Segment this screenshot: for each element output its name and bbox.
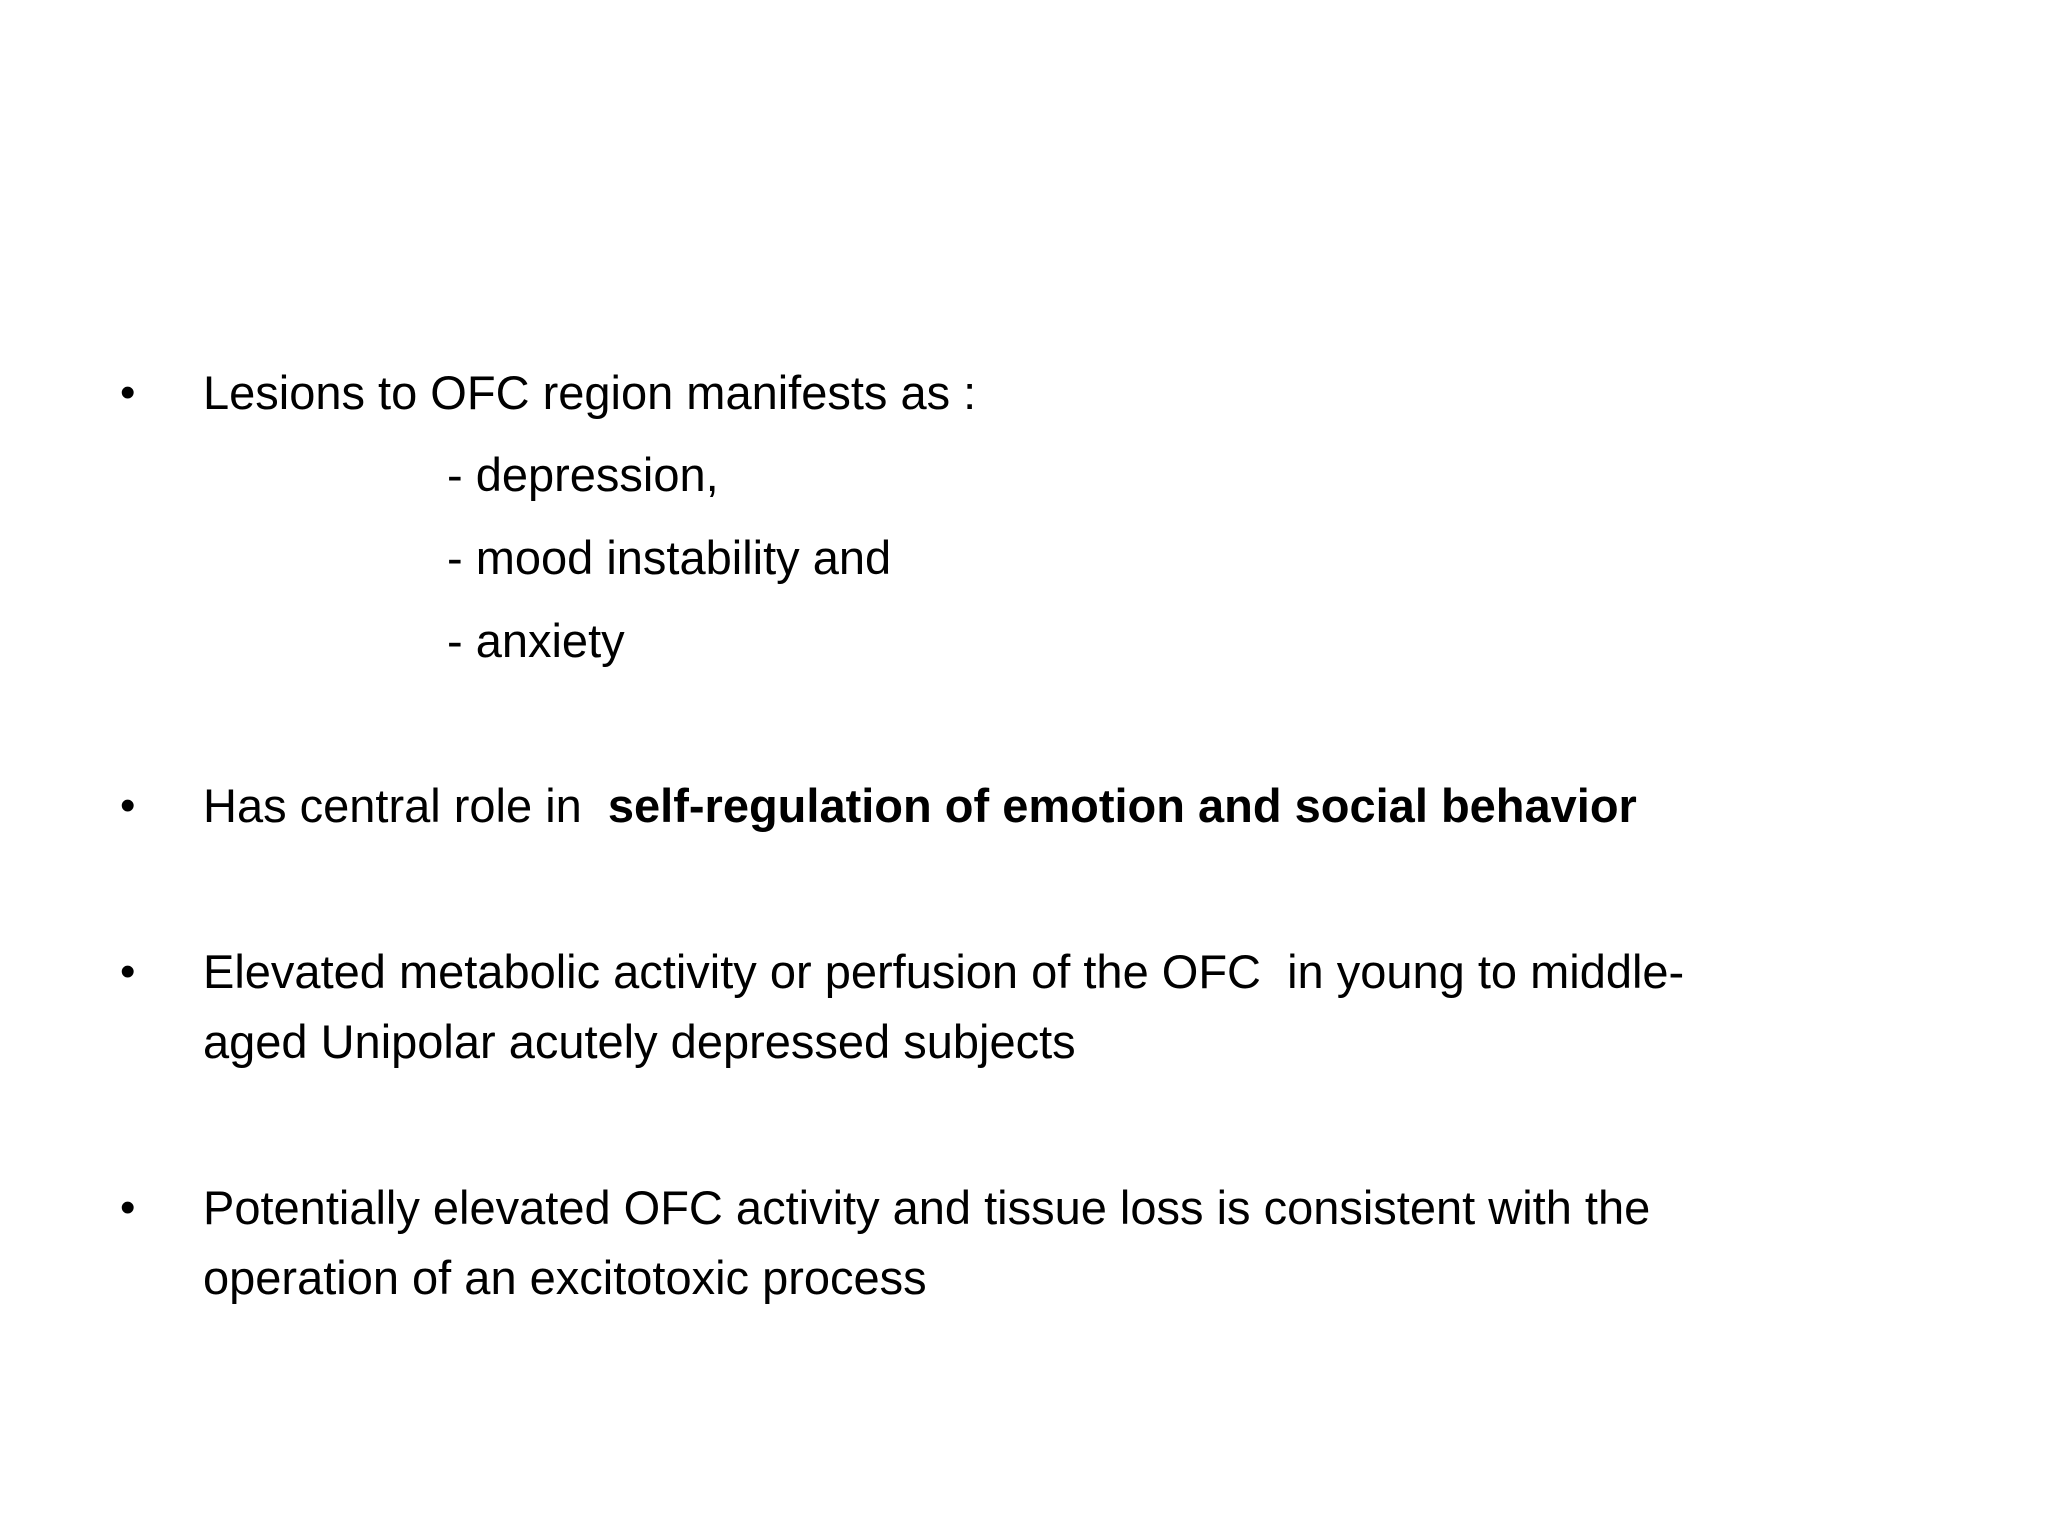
bullet-text-bold: self-regulation of emotion and social behavior	[607, 779, 1637, 832]
sub-item-mood-instability: - mood instability and	[447, 531, 892, 584]
bullet-text: Lesions to OFC region manifests as :	[203, 366, 977, 419]
bullet-text-plain: Has central role in	[203, 779, 608, 832]
bullet-dot: •	[120, 781, 136, 830]
bullet-dot: •	[120, 368, 136, 417]
bullet-dot: •	[120, 947, 136, 996]
sub-item-anxiety: - anxiety	[447, 614, 625, 667]
bullet-text-line-1: Potentially elevated OFC activity and tissue loss is consistent with the	[203, 1181, 1651, 1234]
bullet-text	[203, 1173, 1903, 1313]
bullet-text-line-1: Elevated metabolic activity or perfusion of the OFC in young to middle-	[203, 945, 1685, 998]
bullet-text-line-2: operation of an excitotoxic process	[203, 1251, 927, 1304]
bullet-dot: •	[120, 1183, 136, 1232]
bullet-text-line-2: aged Unipolar acutely depressed subjects	[203, 1015, 1076, 1068]
bullet-text	[203, 771, 1903, 841]
bullet-text	[203, 937, 1903, 1077]
sub-item-depression: - depression,	[447, 448, 719, 501]
